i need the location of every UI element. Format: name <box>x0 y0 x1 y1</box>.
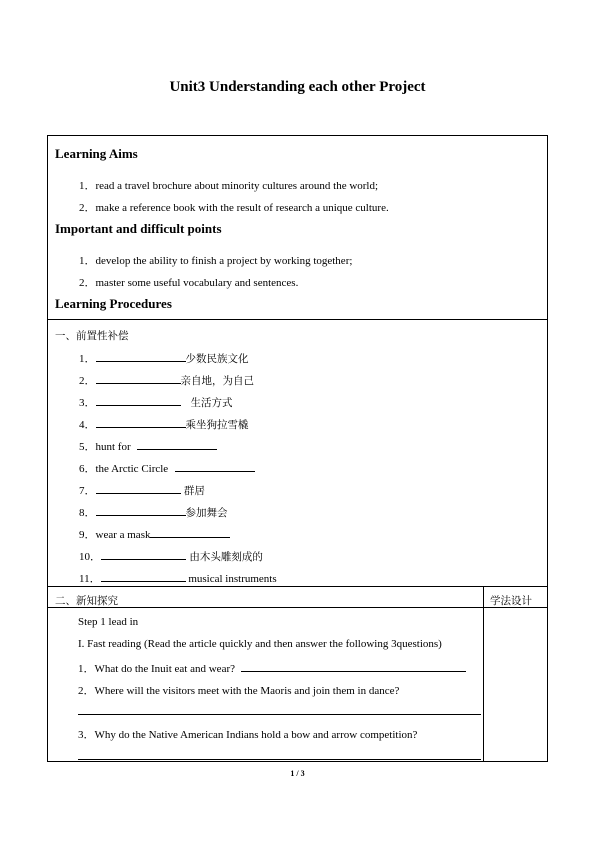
method-design-heading: 学法设计 <box>490 595 532 607</box>
aims-box <box>47 135 548 320</box>
vocab-item: 1． 少数民族文化 <box>79 353 249 365</box>
vocab-item: 5．hunt for <box>79 438 217 454</box>
important-points-heading: Important and difficult points <box>55 221 222 236</box>
answer-blank[interactable] <box>175 462 255 472</box>
aim-item: 2．make a reference book with the result of research a unique culture. <box>79 202 389 214</box>
question-item: 1．What do the Inuit eat and wear? <box>78 660 466 676</box>
page-number: 1 / 3 <box>290 769 305 778</box>
answer-blank[interactable] <box>96 506 186 516</box>
step-label: Step 1 lead in <box>78 616 139 628</box>
part2-heading: 二、新知探究 <box>55 595 118 607</box>
answer-blank[interactable] <box>96 418 186 428</box>
part1-box <box>47 319 548 587</box>
answer-blank[interactable] <box>101 550 186 560</box>
question-item: 3．Why do the Native American Indians hold a bow and arrow competition? <box>78 729 418 741</box>
vocab-item: 4． 乘坐狗拉雪橇 <box>79 419 249 431</box>
answer-blank[interactable] <box>96 484 181 494</box>
vocab-item: 7． 群居 <box>79 485 205 497</box>
answer-blank[interactable] <box>101 572 186 582</box>
vocab-item: 6．the Arctic Circle <box>79 460 255 476</box>
learning-aims-heading: Learning Aims <box>55 146 138 161</box>
document-title: Unit3 Understanding each other Project <box>169 79 426 95</box>
vocab-item: 8． 参加舞会 <box>79 507 228 519</box>
vocab-item: 2． 亲自地，为自己 <box>79 375 254 387</box>
answer-blank[interactable] <box>150 528 230 538</box>
learning-procedures-heading: Learning Procedures <box>55 296 172 311</box>
point-item: 2．master some useful vocabulary and sentences. <box>79 277 299 289</box>
point-item: 1．develop the ability to finish a project by working together; <box>79 255 353 267</box>
part2-header-divider <box>47 607 548 608</box>
answer-line[interactable] <box>241 662 466 672</box>
vocab-item: 9．wear a mask <box>79 526 230 542</box>
method-design-box <box>483 586 548 762</box>
answer-blank[interactable] <box>137 440 217 450</box>
vocab-item: 11． musical instruments <box>79 573 277 585</box>
answer-line[interactable] <box>78 759 481 760</box>
vocab-item: 3． 生活方式 <box>79 397 233 409</box>
aim-item: 1．read a travel brochure about minority cultures around the world; <box>79 180 379 192</box>
answer-blank[interactable] <box>96 374 181 384</box>
vocab-item: 10． 由木头雕刻成的 <box>79 551 263 563</box>
question-item: 2．Where will the visitors meet with the Maoris and join them in dance? <box>78 685 400 697</box>
answer-blank[interactable] <box>96 396 181 406</box>
answer-blank[interactable] <box>96 352 186 362</box>
fast-reading-instruction: I. Fast reading (Read the article quickly and then answer the following 3questions) <box>78 638 442 650</box>
part1-heading: 一、前置性补偿 <box>55 330 129 342</box>
answer-line[interactable] <box>78 714 481 715</box>
